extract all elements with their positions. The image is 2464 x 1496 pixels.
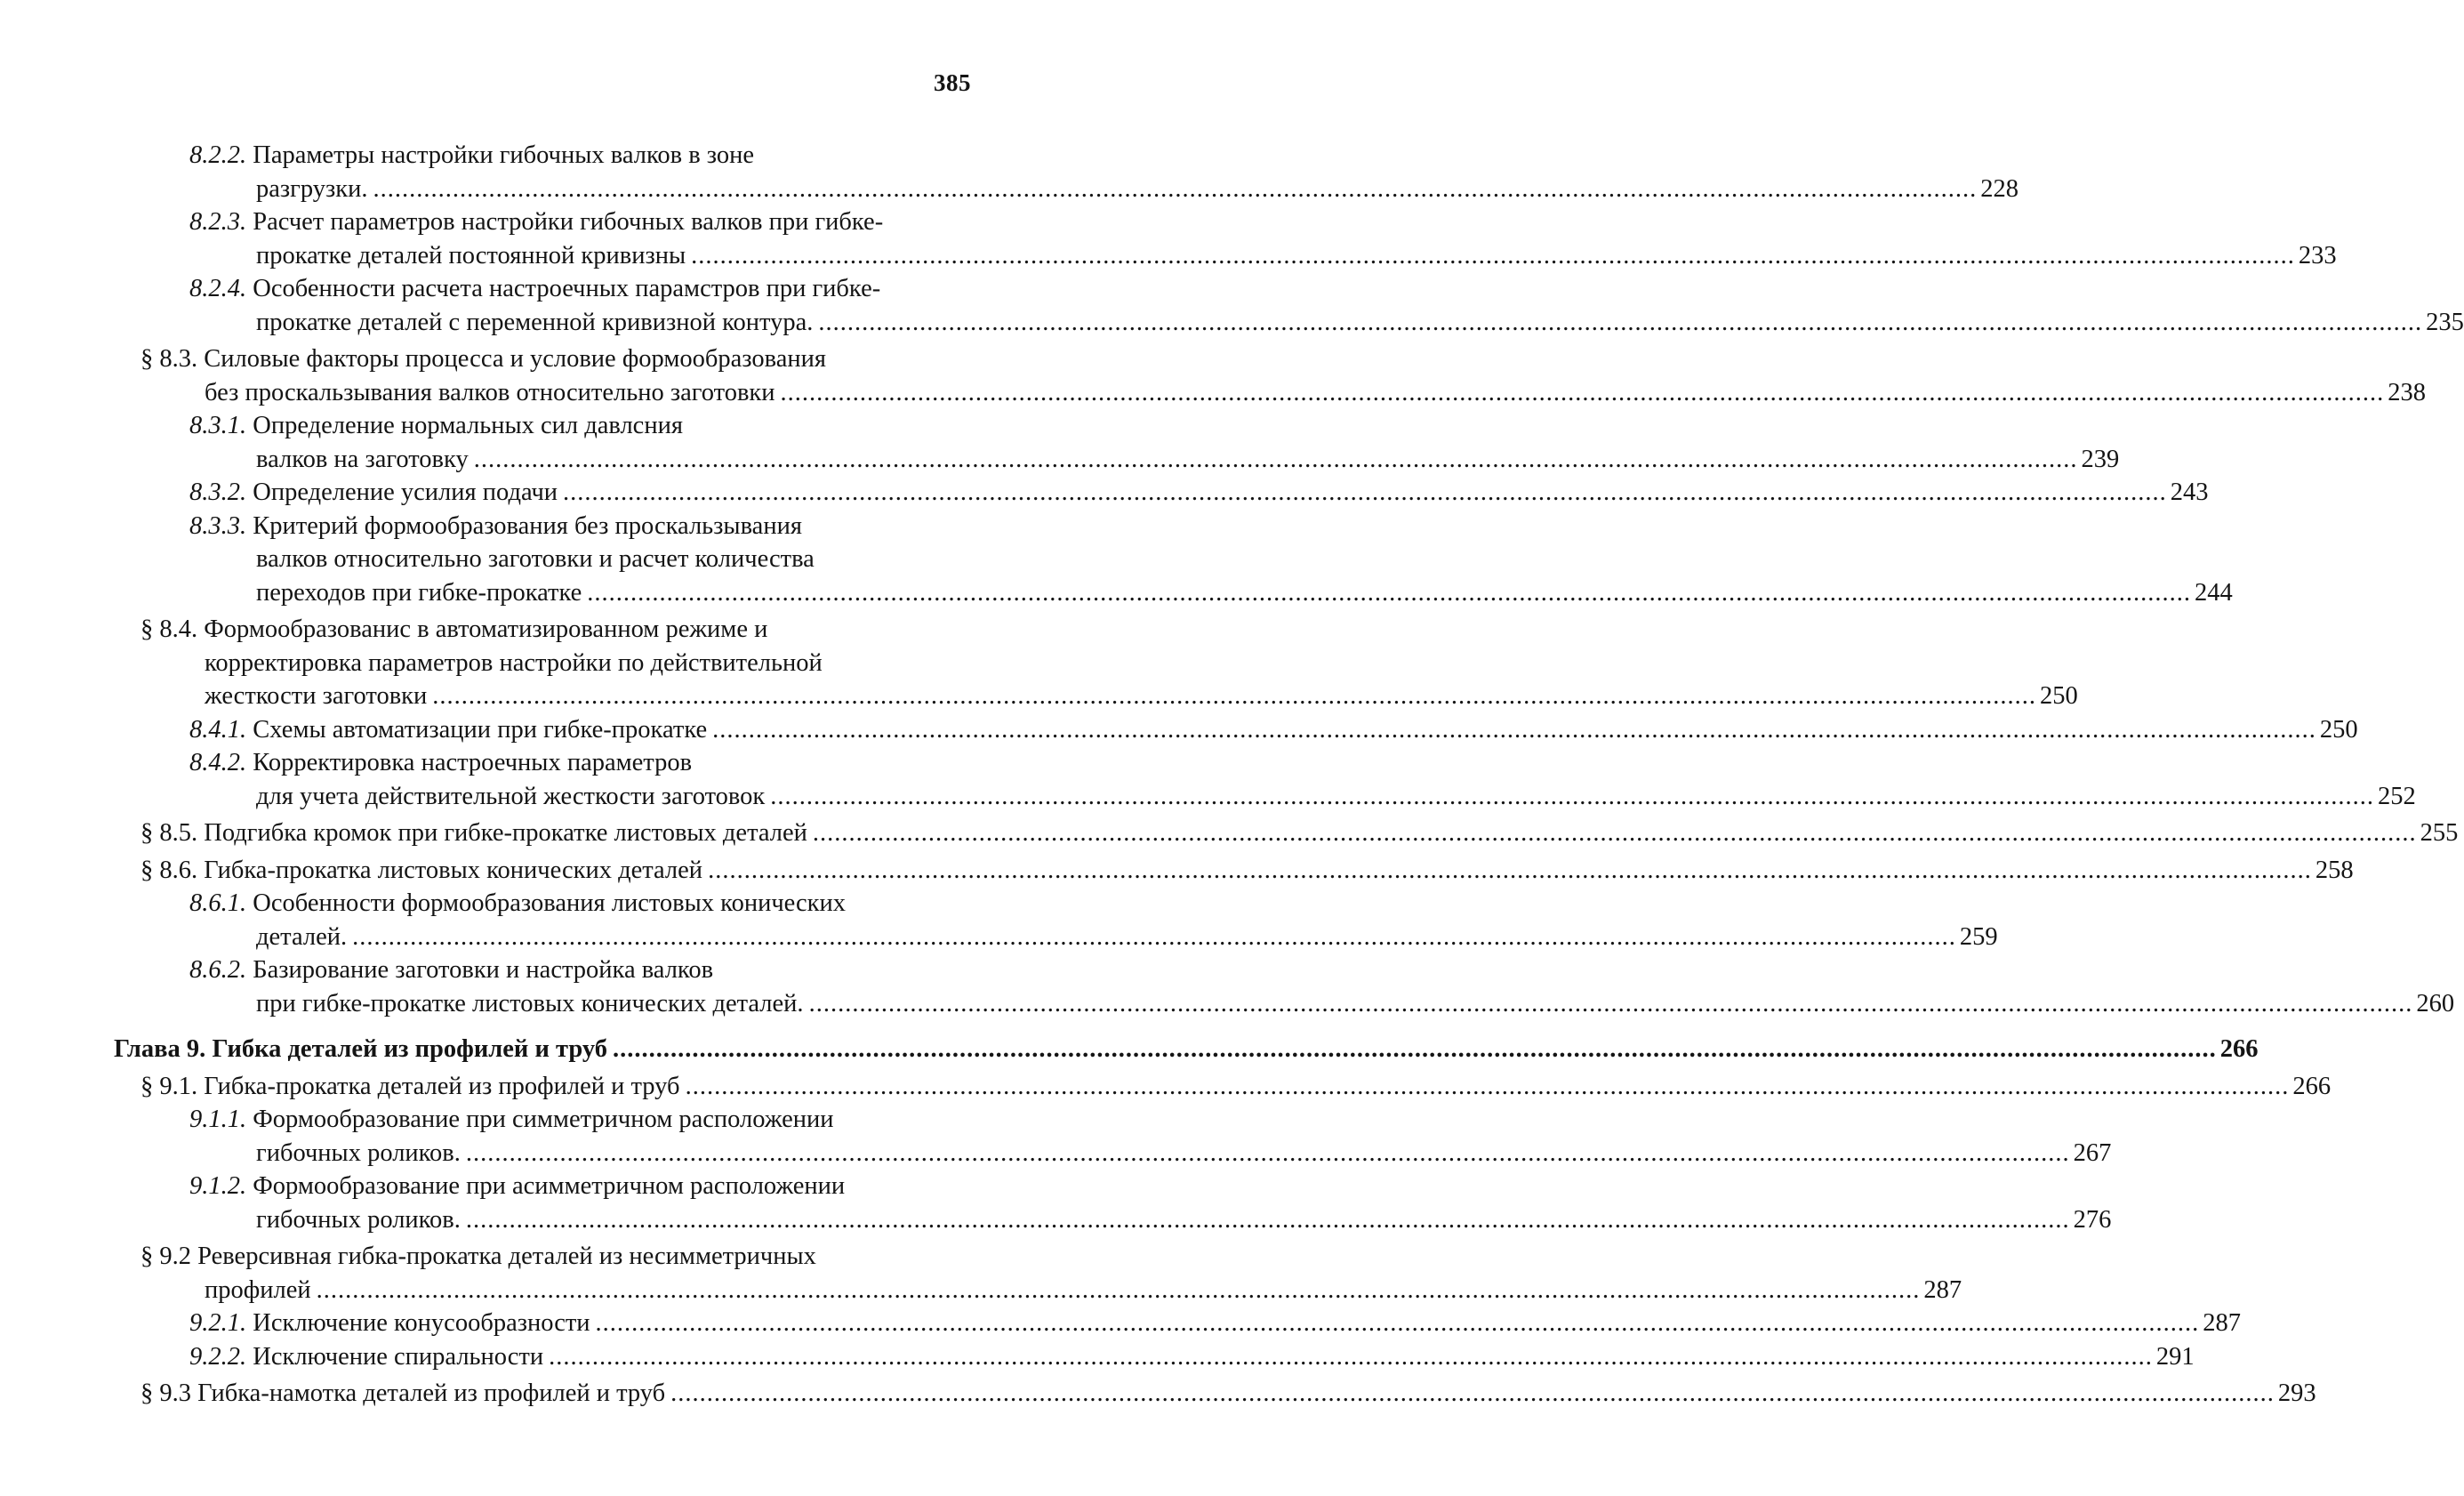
dot-leader: .............................................................................................................................................................................................................................. xyxy=(549,1342,2153,1371)
toc-section[interactable] xyxy=(140,854,2354,888)
toc-page-number: 266 xyxy=(2219,1035,2259,1063)
toc-page-number: 266 xyxy=(2292,1072,2332,1100)
toc-section[interactable] xyxy=(140,816,2459,850)
toc-page-number: 243 xyxy=(2170,479,2209,506)
toc-entry-number: 8.2.3. xyxy=(189,208,247,236)
page-number: 385 xyxy=(934,69,971,96)
toc-entry-number: 9.1.1. xyxy=(189,1106,247,1133)
toc-page-number: 260 xyxy=(2416,989,2455,1017)
toc-entry-title: Исключение спиральности xyxy=(253,1342,544,1371)
toc-entry-title: валков на заготовку xyxy=(256,445,469,473)
toc-entry-number: Глава 9. xyxy=(114,1035,206,1063)
toc-page-number: 250 xyxy=(2319,715,2358,744)
toc-subsection[interactable] xyxy=(189,205,2337,272)
toc-entry-title: корректировка параметров настройки по действительной xyxy=(205,648,823,677)
toc-section[interactable] xyxy=(140,1240,1962,1307)
toc-entry-title: Гибка-намотка деталей из профилей и труб xyxy=(197,1379,666,1407)
toc-entry-number: 8.3.1. xyxy=(189,412,247,439)
toc-section[interactable] xyxy=(140,1070,2332,1104)
toc-entry-title: Параметры настройки гибочных валков в зоне xyxy=(253,141,755,169)
toc-page-number: 252 xyxy=(2378,782,2416,810)
toc-entry-title: жесткости заготовки xyxy=(205,682,428,710)
toc-entry-title: прокатке деталей постоянной кривизны xyxy=(256,241,686,269)
toc-page-number: 259 xyxy=(1959,922,1998,951)
toc-entry-title: профилей xyxy=(205,1275,311,1304)
toc-entry-number: § 9.2 xyxy=(140,1243,191,1270)
toc-entry-title: Особенности расчета настроечных парамстров при гибке- xyxy=(253,275,881,302)
dot-leader: .............................................................................................................................................................................................................................. xyxy=(612,1035,2217,1063)
dot-leader: .............................................................................................................................................................................................................................. xyxy=(812,819,2417,847)
toc-entry-title: Исключение конусообразности xyxy=(253,1309,590,1337)
toc-entry-title: прокатке деталей с переменной кривизной контура. xyxy=(256,308,814,336)
toc-subsection[interactable] xyxy=(189,409,2120,476)
toc-entry-number: 8.3.2. xyxy=(189,479,247,506)
toc-page-number: 267 xyxy=(2073,1138,2112,1167)
toc-subsection[interactable] xyxy=(189,1340,2195,1374)
toc-entry-title: при гибке-прокатке листовых конических деталей. xyxy=(256,989,804,1017)
dot-leader: .............................................................................................................................................................................................................................. xyxy=(670,1379,2275,1407)
toc-entry-number: 8.6.1. xyxy=(189,889,247,917)
toc-entry-title: Расчет параметров настройки гибочных валков при гибке- xyxy=(253,208,884,236)
toc-entry-title: Определение усилия подачи xyxy=(253,479,558,506)
dot-leader: .............................................................................................................................................................................................................................. xyxy=(352,922,1956,951)
toc-entry-title: Гибка-прокатка деталей из профилей и труб xyxy=(204,1072,680,1100)
toc-entry-number: § 9.1. xyxy=(140,1072,198,1100)
toc-subsection[interactable] xyxy=(189,510,2233,610)
dot-leader: .............................................................................................................................................................................................................................. xyxy=(563,479,2167,506)
toc-entry-number: § 8.4. xyxy=(140,615,198,643)
toc-page-number: 291 xyxy=(2155,1342,2195,1371)
toc-entry-title: для учета действительной жесткости заготовок xyxy=(256,782,766,810)
toc-entry-number: 9.2.2. xyxy=(189,1342,247,1371)
dot-leader: .............................................................................................................................................................................................................................. xyxy=(685,1072,2290,1100)
toc-subsection[interactable] xyxy=(189,887,1998,953)
dot-leader: .............................................................................................................................................................................................................................. xyxy=(818,308,2423,336)
toc-subsection[interactable] xyxy=(189,746,2416,813)
toc-subsection[interactable] xyxy=(189,713,2358,747)
toc-entry-number: § 8.5. xyxy=(140,819,198,847)
toc-entry-title: Силовые факторы процесса и условие формообразования xyxy=(204,345,826,373)
toc-page-number: 276 xyxy=(2073,1205,2112,1234)
toc-subsection[interactable] xyxy=(189,139,2019,205)
table-of-contents xyxy=(114,139,2464,1411)
toc-page-number: 255 xyxy=(2420,819,2459,847)
toc-entry-title: деталей. xyxy=(256,922,348,951)
dot-leader: .............................................................................................................................................................................................................................. xyxy=(770,782,2375,810)
toc-entry-number: § 8.3. xyxy=(140,345,198,373)
toc-page-number: 235 xyxy=(2426,308,2464,336)
toc-entry-title: разгрузки. xyxy=(256,174,368,203)
toc-entry-number: 8.2.4. xyxy=(189,275,247,302)
toc-entry-number: 8.3.3. xyxy=(189,511,247,540)
toc-entry-title: Формообразованис в автоматизированном режиме и xyxy=(204,615,768,643)
toc-section[interactable] xyxy=(140,613,2078,713)
dot-leader: .............................................................................................................................................................................................................................. xyxy=(465,1138,2070,1167)
toc-page-number: 287 xyxy=(1923,1275,1962,1304)
toc-page-number: 244 xyxy=(2195,578,2233,607)
toc-entry-number: § 8.6. xyxy=(140,856,198,884)
dot-leader: .............................................................................................................................................................................................................................. xyxy=(595,1309,2200,1337)
toc-entry-title: Реверсивная гибка-прокатка деталей из несимметричных xyxy=(197,1243,816,1270)
toc-entry-title: Гибка-прокатка листовых конических деталей xyxy=(204,856,703,884)
toc-entry-number: 9.1.2. xyxy=(189,1172,247,1200)
toc-section[interactable] xyxy=(140,342,2427,409)
toc-entry-number: 9.2.1. xyxy=(189,1309,247,1337)
toc-entry-title: Гибка деталей из профилей и труб xyxy=(212,1035,607,1063)
toc-entry-title: Особенности формообразования листовых конических xyxy=(253,889,847,917)
toc-page-number: 293 xyxy=(2277,1379,2316,1407)
toc-entry-number: 8.6.2. xyxy=(189,956,247,984)
toc-page-number: 228 xyxy=(1980,174,2019,203)
toc-entry-title: валков относительно заготовки и расчет количества xyxy=(256,545,815,573)
dot-leader: .............................................................................................................................................................................................................................. xyxy=(712,715,2316,744)
toc-page-number: 287 xyxy=(2203,1309,2242,1337)
toc-page-number: 239 xyxy=(2081,445,2120,473)
dot-leader: .............................................................................................................................................................................................................................. xyxy=(373,174,1978,203)
toc-subsection[interactable] xyxy=(189,1103,2112,1170)
dot-leader: .............................................................................................................................................................................................................................. xyxy=(432,682,2037,710)
dot-leader: .............................................................................................................................................................................................................................. xyxy=(808,989,2413,1017)
toc-subsection[interactable] xyxy=(189,476,2209,510)
toc-entry-number: 8.4.1. xyxy=(189,715,247,744)
toc-entry-title: гибочных роликов. xyxy=(256,1138,461,1167)
toc-entry-title: Корректировка настроечных параметров xyxy=(253,749,693,776)
toc-page-number: 233 xyxy=(2298,241,2337,269)
dot-leader: .............................................................................................................................................................................................................................. xyxy=(708,856,2312,884)
toc-subsection[interactable] xyxy=(189,953,2455,1020)
toc-entry-title: Критерий формообразования без проскальзывания xyxy=(253,511,802,540)
toc-subsection[interactable] xyxy=(189,1170,2112,1236)
toc-entry-title: Подгибка кромок при гибке-прокатке листовых деталей xyxy=(204,819,807,847)
toc-section[interactable] xyxy=(140,1377,2316,1411)
toc-entry-title: Определение нормальных сил давлсния xyxy=(253,412,683,439)
dot-leader: .............................................................................................................................................................................................................................. xyxy=(465,1205,2070,1234)
toc-entry-number: 8.2.2. xyxy=(189,141,247,169)
toc-entry-title: Формообразование при асимметричном расположении xyxy=(253,1172,846,1200)
dot-leader: .............................................................................................................................................................................................................................. xyxy=(691,241,2295,269)
dot-leader: .............................................................................................................................................................................................................................. xyxy=(587,578,2192,607)
dot-leader: .............................................................................................................................................................................................................................. xyxy=(780,378,2385,406)
toc-entry-title: без проскальзывания валков относительно заготовки xyxy=(205,378,775,406)
toc-subsection[interactable] xyxy=(189,272,2464,339)
dot-leader: .............................................................................................................................................................................................................................. xyxy=(316,1275,1921,1304)
toc-page-number: 238 xyxy=(2388,378,2427,406)
toc-entry-title: переходов при гибке-прокатке xyxy=(256,578,582,607)
toc-entry-number: 8.4.2. xyxy=(189,749,247,776)
toc-page-number: 258 xyxy=(2315,856,2354,884)
toc-entry-number: § 9.3 xyxy=(140,1379,191,1407)
toc-entry-title: Формообразование при симметричном расположении xyxy=(253,1106,834,1133)
toc-entry-title: Базирование заготовки и настройка валков xyxy=(253,956,714,984)
toc-entry-title: Схемы автоматизации при гибке-прокатке xyxy=(253,715,708,744)
toc-chapter[interactable] xyxy=(114,1033,2259,1066)
dot-leader: .............................................................................................................................................................................................................................. xyxy=(473,445,2078,473)
toc-page-number: 250 xyxy=(2040,682,2078,710)
toc-entry-title: гибочных роликов. xyxy=(256,1205,461,1234)
toc-subsection[interactable] xyxy=(189,1307,2242,1340)
